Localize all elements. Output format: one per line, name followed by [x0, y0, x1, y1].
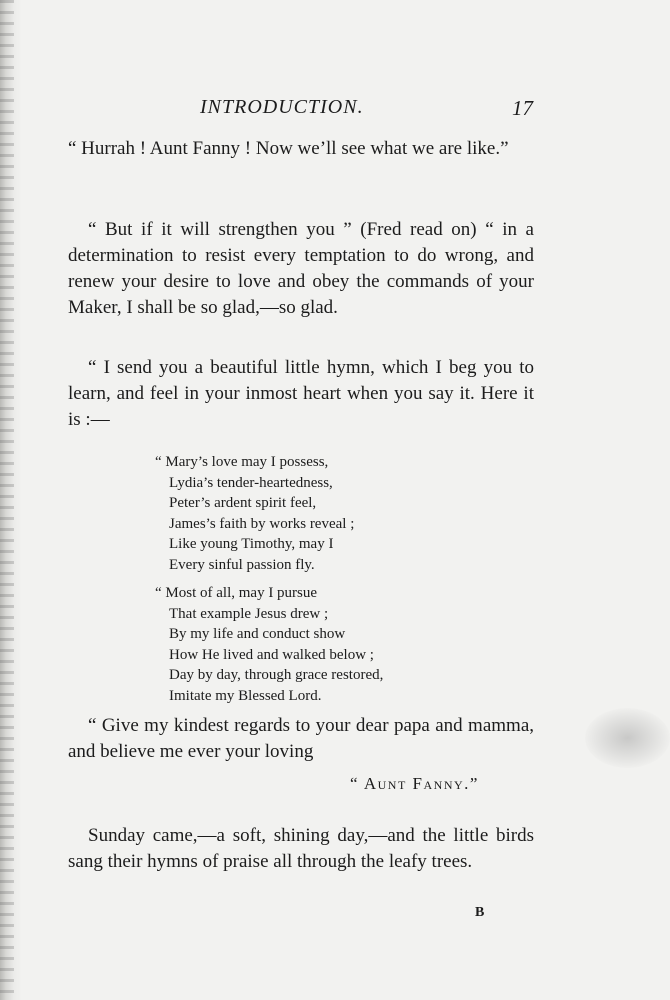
printer-signature-mark: B: [475, 905, 485, 920]
binding-edge: [0, 0, 14, 1000]
paragraph-1: “ Hurrah ! Aunt Fanny ! Now we’ll see what we are like.”: [68, 138, 509, 159]
hymn-line: Like young Timothy, may I: [169, 536, 334, 552]
hymn-line: Day by day, through grace restored,: [169, 667, 384, 683]
letter-signature: “ Aunt Fanny.”: [350, 774, 479, 793]
hymn-line: “ Mary’s love may I possess,: [155, 454, 329, 470]
page-number: 17: [512, 96, 533, 120]
hymn-line: Peter’s ardent spirit feel,: [169, 495, 317, 511]
hymn-line: That example Jesus drew ;: [169, 605, 329, 622]
hymn-line: James’s faith by works reveal ;: [169, 515, 355, 532]
running-title: INTRODUCTION.: [200, 96, 364, 118]
paragraph-2: “ But if it will strengthen you ” (Fred read on) “ in a determination to resist every temptation to do wrong, and renew your desire to love and obey the commands of your Maker, I shall be so glad,—so glad.: [68, 219, 534, 318]
hymn-stanza-1: [155, 452, 383, 575]
hymn-line: Lydia’s tender-heartedness,: [169, 474, 333, 491]
hymn: [155, 452, 383, 706]
paragraph-5: Sunday came,—a soft, shining day,—and the little birds sang their hymns of praise all through the leafy trees.: [68, 825, 534, 872]
hymn-line: Imitate my Blessed Lord.: [169, 687, 322, 704]
paper-stain: [585, 708, 670, 768]
hymn-line: Every sinful passion fly.: [169, 556, 315, 573]
paragraph-4: “ Give my kindest regards to your dear papa and mamma, and believe me ever your loving: [68, 715, 534, 762]
hymn-line: By my life and conduct show: [169, 626, 346, 642]
hymn-line: How He lived and walked below ;: [169, 646, 374, 663]
hymn-line: “ Most of all, may I pursue: [155, 585, 318, 601]
hymn-stanza-2: [155, 583, 383, 706]
paragraph-3: “ I send you a beautiful little hymn, which I beg you to learn, and feel in your inmost heart when you say it. Here it is :—: [68, 357, 534, 430]
